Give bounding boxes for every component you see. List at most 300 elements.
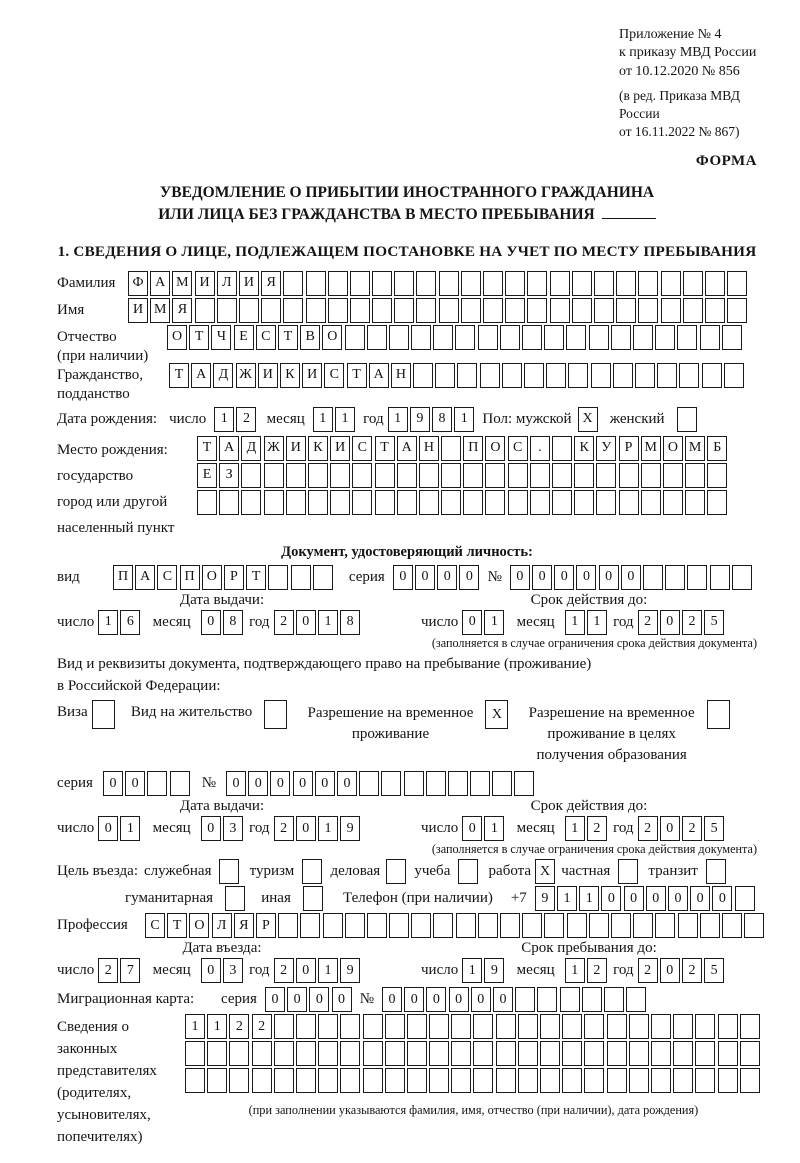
char-box[interactable] bbox=[470, 771, 490, 796]
char-box[interactable] bbox=[372, 298, 392, 323]
char-box[interactable] bbox=[323, 913, 343, 938]
char-box[interactable]: 0 bbox=[293, 771, 313, 796]
char-box[interactable]: 9 bbox=[340, 958, 360, 983]
char-box[interactable] bbox=[483, 298, 503, 323]
char-box[interactable] bbox=[197, 490, 217, 515]
char-box[interactable]: К bbox=[280, 363, 300, 388]
char-box[interactable] bbox=[441, 490, 461, 515]
char-box[interactable]: 1 bbox=[318, 610, 338, 635]
char-box[interactable] bbox=[363, 1014, 383, 1039]
char-box[interactable] bbox=[562, 1041, 582, 1066]
char-box[interactable]: Л bbox=[217, 271, 237, 296]
char-box[interactable] bbox=[544, 325, 564, 350]
char-box[interactable]: 1 bbox=[120, 816, 140, 841]
char-box[interactable]: Я bbox=[234, 913, 254, 938]
char-box[interactable]: 0 bbox=[103, 771, 123, 796]
char-box[interactable] bbox=[508, 463, 528, 488]
char-box[interactable]: 0 bbox=[510, 565, 530, 590]
char-box[interactable] bbox=[744, 913, 764, 938]
char-box[interactable] bbox=[700, 325, 720, 350]
char-box[interactable]: Ж bbox=[264, 436, 284, 461]
char-box[interactable] bbox=[451, 1041, 471, 1066]
char-box[interactable] bbox=[345, 913, 365, 938]
char-box[interactable]: 1 bbox=[207, 1014, 227, 1039]
char-box[interactable] bbox=[340, 1068, 360, 1093]
char-box[interactable] bbox=[457, 363, 477, 388]
char-box[interactable] bbox=[264, 700, 287, 729]
char-box[interactable] bbox=[727, 298, 747, 323]
char-box[interactable]: С bbox=[256, 325, 276, 350]
char-box[interactable]: 1 bbox=[565, 958, 585, 983]
char-box[interactable] bbox=[611, 325, 631, 350]
char-box[interactable] bbox=[607, 1041, 627, 1066]
char-box[interactable] bbox=[296, 1014, 316, 1039]
char-box[interactable] bbox=[433, 325, 453, 350]
char-box[interactable]: 0 bbox=[449, 987, 469, 1012]
char-box[interactable]: 5 bbox=[704, 610, 724, 635]
char-box[interactable] bbox=[514, 771, 534, 796]
char-box[interactable] bbox=[252, 1068, 272, 1093]
char-box[interactable] bbox=[451, 1068, 471, 1093]
char-box[interactable] bbox=[651, 1041, 671, 1066]
char-box[interactable] bbox=[389, 325, 409, 350]
char-box[interactable] bbox=[274, 1014, 294, 1039]
char-box[interactable] bbox=[607, 1014, 627, 1039]
char-box[interactable] bbox=[352, 463, 372, 488]
char-box[interactable] bbox=[685, 490, 705, 515]
char-box[interactable] bbox=[429, 1014, 449, 1039]
char-box[interactable] bbox=[540, 1041, 560, 1066]
char-box[interactable] bbox=[394, 271, 414, 296]
char-box[interactable] bbox=[296, 1068, 316, 1093]
char-box[interactable] bbox=[170, 771, 190, 796]
char-box[interactable]: 0 bbox=[270, 771, 290, 796]
char-box[interactable]: И bbox=[128, 298, 148, 323]
char-box[interactable] bbox=[550, 298, 570, 323]
char-box[interactable] bbox=[483, 271, 503, 296]
char-box[interactable] bbox=[435, 363, 455, 388]
char-box[interactable]: 1 bbox=[462, 958, 482, 983]
char-box[interactable] bbox=[389, 913, 409, 938]
char-box[interactable]: Р bbox=[224, 565, 244, 590]
char-box[interactable] bbox=[239, 298, 259, 323]
char-box[interactable] bbox=[345, 325, 365, 350]
char-box[interactable] bbox=[363, 1041, 383, 1066]
char-box[interactable] bbox=[340, 1014, 360, 1039]
char-box[interactable] bbox=[740, 1041, 760, 1066]
char-box[interactable] bbox=[710, 565, 730, 590]
char-box[interactable] bbox=[478, 913, 498, 938]
char-box[interactable] bbox=[661, 298, 681, 323]
char-box[interactable]: Т bbox=[169, 363, 189, 388]
char-box[interactable]: А bbox=[219, 436, 239, 461]
char-box[interactable]: 0 bbox=[621, 565, 641, 590]
char-box[interactable] bbox=[550, 271, 570, 296]
char-box[interactable]: 0 bbox=[201, 958, 221, 983]
char-box[interactable]: 1 bbox=[313, 407, 333, 432]
char-box[interactable] bbox=[638, 271, 658, 296]
char-box[interactable]: 1 bbox=[318, 816, 338, 841]
char-box[interactable] bbox=[306, 271, 326, 296]
char-box[interactable] bbox=[381, 771, 401, 796]
char-box[interactable]: 7 bbox=[120, 958, 140, 983]
char-box[interactable] bbox=[461, 271, 481, 296]
char-box[interactable]: 1 bbox=[587, 610, 607, 635]
char-box[interactable] bbox=[705, 271, 725, 296]
char-box[interactable] bbox=[448, 771, 468, 796]
char-box[interactable] bbox=[473, 1014, 493, 1039]
char-box[interactable] bbox=[372, 271, 392, 296]
char-box[interactable] bbox=[496, 1014, 516, 1039]
char-box[interactable]: О bbox=[485, 436, 505, 461]
char-box[interactable] bbox=[522, 325, 542, 350]
char-box[interactable] bbox=[291, 565, 311, 590]
char-box[interactable]: К bbox=[308, 436, 328, 461]
char-box[interactable] bbox=[302, 859, 322, 884]
char-box[interactable] bbox=[375, 463, 395, 488]
char-box[interactable]: В bbox=[300, 325, 320, 350]
char-box[interactable] bbox=[185, 1068, 205, 1093]
char-box[interactable]: 0 bbox=[404, 987, 424, 1012]
char-box[interactable]: Е bbox=[234, 325, 254, 350]
char-box[interactable] bbox=[407, 1041, 427, 1066]
char-box[interactable] bbox=[655, 325, 675, 350]
char-box[interactable] bbox=[724, 363, 744, 388]
char-box[interactable] bbox=[594, 298, 614, 323]
char-box[interactable] bbox=[518, 1068, 538, 1093]
char-box[interactable]: 1 bbox=[565, 816, 585, 841]
char-box[interactable]: 1 bbox=[579, 886, 599, 911]
char-box[interactable] bbox=[591, 363, 611, 388]
char-box[interactable] bbox=[596, 463, 616, 488]
char-box[interactable]: Ж bbox=[236, 363, 256, 388]
char-box[interactable]: 1 bbox=[454, 407, 474, 432]
char-box[interactable] bbox=[707, 490, 727, 515]
char-box[interactable] bbox=[651, 1014, 671, 1039]
char-box[interactable]: А bbox=[135, 565, 155, 590]
char-box[interactable]: 0 bbox=[712, 886, 732, 911]
char-box[interactable]: 0 bbox=[382, 987, 402, 1012]
char-box[interactable] bbox=[439, 271, 459, 296]
char-box[interactable] bbox=[673, 1068, 693, 1093]
char-box[interactable] bbox=[419, 463, 439, 488]
char-box[interactable] bbox=[619, 463, 639, 488]
char-box[interactable]: 0 bbox=[287, 987, 307, 1012]
char-box[interactable]: 2 bbox=[274, 816, 294, 841]
char-box[interactable]: О bbox=[202, 565, 222, 590]
char-box[interactable] bbox=[318, 1068, 338, 1093]
char-box[interactable] bbox=[560, 987, 580, 1012]
char-box[interactable]: 0 bbox=[532, 565, 552, 590]
char-box[interactable] bbox=[274, 1068, 294, 1093]
char-box[interactable]: 2 bbox=[274, 958, 294, 983]
char-box[interactable]: 5 bbox=[704, 816, 724, 841]
char-box[interactable]: 2 bbox=[98, 958, 118, 983]
char-box[interactable]: . bbox=[530, 436, 550, 461]
char-box[interactable]: 0 bbox=[226, 771, 246, 796]
char-box[interactable] bbox=[673, 1014, 693, 1039]
char-box[interactable]: 0 bbox=[309, 987, 329, 1012]
char-box[interactable] bbox=[505, 271, 525, 296]
char-box[interactable] bbox=[229, 1041, 249, 1066]
char-box[interactable] bbox=[677, 407, 697, 432]
char-box[interactable] bbox=[268, 565, 288, 590]
char-box[interactable]: 2 bbox=[229, 1014, 249, 1039]
char-box[interactable] bbox=[502, 363, 522, 388]
char-box[interactable]: Н bbox=[419, 436, 439, 461]
char-box[interactable] bbox=[375, 490, 395, 515]
char-box[interactable]: 3 bbox=[223, 816, 243, 841]
char-box[interactable] bbox=[496, 1041, 516, 1066]
char-box[interactable]: 0 bbox=[660, 816, 680, 841]
char-box[interactable] bbox=[217, 298, 237, 323]
char-box[interactable] bbox=[552, 463, 572, 488]
char-box[interactable]: И bbox=[239, 271, 259, 296]
char-box[interactable]: 1 bbox=[388, 407, 408, 432]
char-box[interactable] bbox=[456, 913, 476, 938]
char-box[interactable] bbox=[385, 1014, 405, 1039]
char-box[interactable]: 0 bbox=[690, 886, 710, 911]
char-box[interactable]: О bbox=[167, 325, 187, 350]
char-box[interactable] bbox=[207, 1041, 227, 1066]
char-box[interactable] bbox=[718, 1014, 738, 1039]
char-box[interactable]: 2 bbox=[682, 816, 702, 841]
char-box[interactable]: И bbox=[302, 363, 322, 388]
char-box[interactable]: 0 bbox=[599, 565, 619, 590]
char-box[interactable] bbox=[584, 1068, 604, 1093]
char-box[interactable] bbox=[687, 565, 707, 590]
char-box[interactable] bbox=[626, 987, 646, 1012]
char-box[interactable]: Я bbox=[172, 298, 192, 323]
char-box[interactable] bbox=[485, 490, 505, 515]
char-box[interactable]: Т bbox=[189, 325, 209, 350]
char-box[interactable]: 0 bbox=[315, 771, 335, 796]
char-box[interactable] bbox=[330, 490, 350, 515]
char-box[interactable]: И bbox=[330, 436, 350, 461]
char-box[interactable] bbox=[695, 1014, 715, 1039]
char-box[interactable]: 1 bbox=[98, 610, 118, 635]
char-box[interactable] bbox=[397, 490, 417, 515]
char-box[interactable] bbox=[544, 913, 564, 938]
char-box[interactable]: 2 bbox=[587, 816, 607, 841]
char-box[interactable]: М bbox=[641, 436, 661, 461]
char-box[interactable]: З bbox=[219, 463, 239, 488]
char-box[interactable]: А bbox=[369, 363, 389, 388]
char-box[interactable] bbox=[433, 913, 453, 938]
char-box[interactable] bbox=[485, 463, 505, 488]
char-box[interactable]: И bbox=[258, 363, 278, 388]
char-box[interactable]: Е bbox=[197, 463, 217, 488]
char-box[interactable] bbox=[706, 859, 726, 884]
char-box[interactable]: 0 bbox=[248, 771, 268, 796]
char-box[interactable] bbox=[413, 363, 433, 388]
char-box[interactable] bbox=[732, 565, 752, 590]
char-box[interactable] bbox=[635, 363, 655, 388]
char-box[interactable]: А bbox=[191, 363, 211, 388]
char-box[interactable] bbox=[229, 1068, 249, 1093]
char-box[interactable]: 2 bbox=[682, 610, 702, 635]
char-box[interactable] bbox=[562, 1068, 582, 1093]
char-box[interactable] bbox=[313, 565, 333, 590]
char-box[interactable] bbox=[574, 463, 594, 488]
char-box[interactable]: Т bbox=[197, 436, 217, 461]
char-box[interactable] bbox=[705, 298, 725, 323]
char-box[interactable] bbox=[278, 913, 298, 938]
char-box[interactable]: С bbox=[508, 436, 528, 461]
char-box[interactable] bbox=[416, 271, 436, 296]
char-box[interactable] bbox=[661, 271, 681, 296]
char-box[interactable] bbox=[641, 463, 661, 488]
char-box[interactable]: 8 bbox=[340, 610, 360, 635]
char-box[interactable]: С bbox=[324, 363, 344, 388]
char-box[interactable] bbox=[463, 490, 483, 515]
char-box[interactable]: 0 bbox=[576, 565, 596, 590]
char-box[interactable]: 0 bbox=[296, 816, 316, 841]
char-box[interactable]: 1 bbox=[565, 610, 585, 635]
char-box[interactable]: 9 bbox=[535, 886, 555, 911]
char-box[interactable] bbox=[683, 298, 703, 323]
char-box[interactable] bbox=[638, 298, 658, 323]
char-box[interactable]: 2 bbox=[252, 1014, 272, 1039]
char-box[interactable] bbox=[616, 271, 636, 296]
char-box[interactable]: 8 bbox=[223, 610, 243, 635]
char-box[interactable] bbox=[552, 490, 572, 515]
char-box[interactable] bbox=[300, 913, 320, 938]
char-box[interactable] bbox=[463, 463, 483, 488]
char-box[interactable]: 0 bbox=[296, 610, 316, 635]
char-box[interactable] bbox=[252, 1041, 272, 1066]
char-box[interactable] bbox=[589, 913, 609, 938]
char-box[interactable] bbox=[367, 913, 387, 938]
char-box[interactable] bbox=[306, 298, 326, 323]
char-box[interactable]: 5 bbox=[704, 958, 724, 983]
char-box[interactable] bbox=[473, 1068, 493, 1093]
char-box[interactable] bbox=[407, 1014, 427, 1039]
char-box[interactable]: 0 bbox=[462, 816, 482, 841]
char-box[interactable]: О bbox=[189, 913, 209, 938]
char-box[interactable] bbox=[665, 565, 685, 590]
char-box[interactable] bbox=[241, 463, 261, 488]
char-box[interactable]: 0 bbox=[660, 610, 680, 635]
char-box[interactable] bbox=[700, 913, 720, 938]
char-box[interactable]: М bbox=[172, 271, 192, 296]
char-box[interactable]: 0 bbox=[265, 987, 285, 1012]
char-box[interactable]: У bbox=[596, 436, 616, 461]
char-box[interactable] bbox=[518, 1041, 538, 1066]
char-box[interactable]: Т bbox=[246, 565, 266, 590]
char-box[interactable]: 0 bbox=[493, 987, 513, 1012]
char-box[interactable] bbox=[582, 987, 602, 1012]
char-box[interactable]: 9 bbox=[484, 958, 504, 983]
char-box[interactable]: 0 bbox=[426, 987, 446, 1012]
char-box[interactable] bbox=[426, 771, 446, 796]
char-box[interactable]: 1 bbox=[185, 1014, 205, 1039]
char-box[interactable]: Л bbox=[212, 913, 232, 938]
char-box[interactable] bbox=[505, 298, 525, 323]
char-box[interactable] bbox=[340, 1041, 360, 1066]
char-box[interactable] bbox=[611, 913, 631, 938]
char-box[interactable] bbox=[727, 271, 747, 296]
char-box[interactable] bbox=[663, 490, 683, 515]
char-box[interactable] bbox=[537, 987, 557, 1012]
char-box[interactable]: С bbox=[157, 565, 177, 590]
char-box[interactable] bbox=[308, 490, 328, 515]
char-box[interactable] bbox=[394, 298, 414, 323]
char-box[interactable]: Т bbox=[347, 363, 367, 388]
char-box[interactable] bbox=[546, 363, 566, 388]
char-box[interactable] bbox=[219, 490, 239, 515]
char-box[interactable]: И bbox=[286, 436, 306, 461]
char-box[interactable]: 1 bbox=[557, 886, 577, 911]
char-box[interactable] bbox=[663, 463, 683, 488]
char-box[interactable] bbox=[613, 363, 633, 388]
char-box[interactable]: П bbox=[113, 565, 133, 590]
char-box[interactable] bbox=[722, 913, 742, 938]
char-box[interactable]: 0 bbox=[201, 610, 221, 635]
char-box[interactable] bbox=[567, 913, 587, 938]
char-box[interactable]: 1 bbox=[214, 407, 234, 432]
char-box[interactable] bbox=[619, 490, 639, 515]
char-box[interactable]: 0 bbox=[332, 987, 352, 1012]
char-box[interactable]: А bbox=[397, 436, 417, 461]
char-box[interactable] bbox=[492, 771, 512, 796]
char-box[interactable] bbox=[522, 913, 542, 938]
char-box[interactable] bbox=[633, 913, 653, 938]
char-box[interactable]: 0 bbox=[601, 886, 621, 911]
char-box[interactable] bbox=[633, 325, 653, 350]
char-box[interactable] bbox=[527, 298, 547, 323]
char-box[interactable]: 0 bbox=[471, 987, 491, 1012]
char-box[interactable] bbox=[643, 565, 663, 590]
char-box[interactable]: Д bbox=[241, 436, 261, 461]
char-box[interactable] bbox=[367, 325, 387, 350]
char-box[interactable]: 2 bbox=[638, 610, 658, 635]
char-box[interactable] bbox=[92, 700, 115, 729]
char-box[interactable] bbox=[385, 1041, 405, 1066]
char-box[interactable] bbox=[283, 298, 303, 323]
char-box[interactable] bbox=[328, 271, 348, 296]
char-box[interactable] bbox=[225, 886, 245, 911]
char-box[interactable] bbox=[540, 1068, 560, 1093]
char-box[interactable] bbox=[735, 886, 755, 911]
char-box[interactable] bbox=[308, 463, 328, 488]
char-box[interactable] bbox=[677, 325, 697, 350]
char-box[interactable] bbox=[702, 363, 722, 388]
char-box[interactable]: 2 bbox=[682, 958, 702, 983]
char-box[interactable] bbox=[478, 325, 498, 350]
char-box[interactable] bbox=[458, 859, 478, 884]
char-box[interactable] bbox=[261, 298, 281, 323]
char-box[interactable] bbox=[618, 859, 638, 884]
char-box[interactable] bbox=[473, 1041, 493, 1066]
char-box[interactable]: П bbox=[463, 436, 483, 461]
char-box[interactable] bbox=[566, 325, 586, 350]
char-box[interactable]: 6 bbox=[120, 610, 140, 635]
char-box[interactable]: 0 bbox=[660, 958, 680, 983]
char-box[interactable]: Р bbox=[256, 913, 276, 938]
char-box[interactable] bbox=[584, 1041, 604, 1066]
char-box[interactable] bbox=[552, 436, 572, 461]
char-box[interactable]: 1 bbox=[484, 816, 504, 841]
char-box[interactable] bbox=[641, 490, 661, 515]
char-box[interactable] bbox=[685, 463, 705, 488]
char-box[interactable] bbox=[429, 1041, 449, 1066]
char-box[interactable] bbox=[352, 490, 372, 515]
char-box[interactable] bbox=[568, 363, 588, 388]
char-box[interactable]: 1 bbox=[335, 407, 355, 432]
char-box[interactable] bbox=[386, 859, 406, 884]
char-box[interactable]: 0 bbox=[296, 958, 316, 983]
